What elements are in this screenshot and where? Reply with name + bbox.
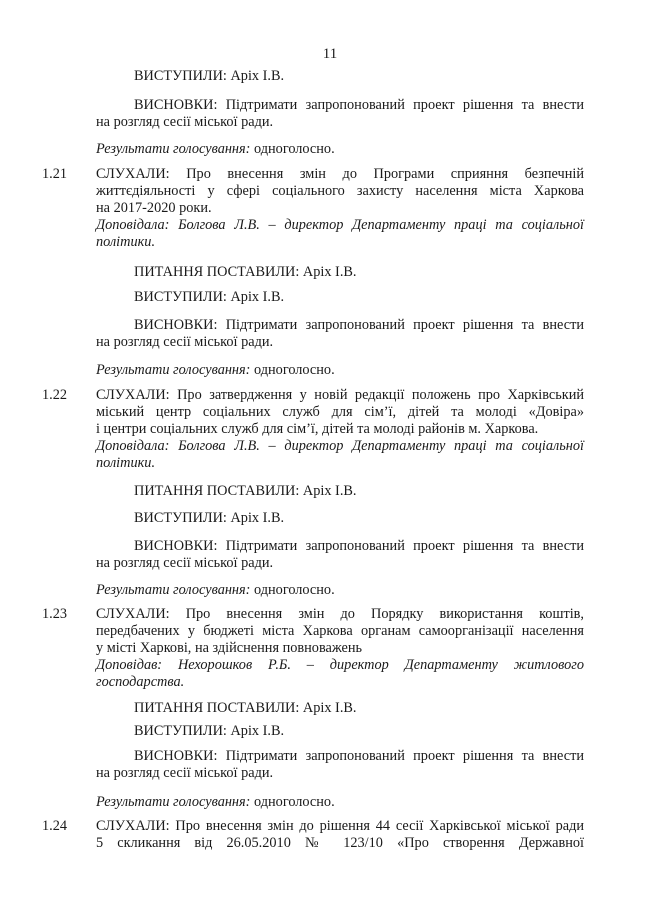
vote-result	[96, 582, 335, 599]
heard-line: 5 скликання від 26.05.2010 № 123/10 «Про створення Державної	[96, 835, 584, 851]
vote-result	[96, 141, 335, 158]
vote-value: одноголосно.	[250, 141, 335, 157]
heard-line: і центри соціальних служб для сім’ї, дітей та молоді районів м. Харкова.	[96, 421, 539, 437]
reporter-continuation: господарства.	[96, 674, 185, 690]
heard-line: СЛУХАЛИ: Про внесення змін до Програми сприяння безпечній	[96, 166, 584, 182]
conclusion-line: ВИСНОВКИ: Підтримати запропонований проект рішення та внести	[134, 317, 584, 333]
heard-line: у місті Харкові, на здійснення повноважень	[96, 640, 363, 656]
conclusion-continuation: на розгляд сесії міської ради.	[96, 555, 274, 571]
spoke-line: ВИСТУПИЛИ: Аріх І.В.	[134, 723, 285, 739]
page-number: 11	[322, 46, 338, 62]
item-number-1-23: 1.23	[42, 606, 68, 622]
heard-line: життєдіяльності у сфері соціального захисту населення міста Харкова	[96, 183, 584, 199]
spoke-line: ВИСТУПИЛИ: Аріх І.В.	[134, 510, 285, 526]
vote-label: Результати голосування:	[96, 794, 251, 810]
vote-value: одноголосно.	[250, 582, 335, 598]
item-number-1-21: 1.21	[42, 166, 68, 182]
heard-line: міський центр соціальних служб для сім’ї, дітей та молоді «Довіра»	[96, 404, 584, 420]
reporter-line: Доповідав: Нехорошков Р.Б. – директор Департаменту житлового	[96, 657, 584, 673]
conclusion-continuation: на розгляд сесії міської ради.	[96, 765, 274, 781]
reporter-continuation: політики.	[96, 234, 156, 250]
reporter-line: Доповідала: Болгова Л.В. – директор Департаменту праці та соціальної	[96, 438, 584, 454]
item-number-1-24: 1.24	[42, 818, 68, 834]
vote-label: Результати голосування:	[96, 141, 251, 157]
spoke-line: ВИСТУПИЛИ: Аріх І.В.	[134, 68, 285, 84]
conclusion-continuation: на розгляд сесії міської ради.	[96, 334, 274, 350]
vote-result	[96, 362, 335, 379]
vote-result	[96, 794, 335, 811]
questions-line: ПИТАННЯ ПОСТАВИЛИ: Аріх І.В.	[134, 700, 357, 716]
reporter-continuation: політики.	[96, 455, 156, 471]
conclusion-line: ВИСНОВКИ: Підтримати запропонований проект рішення та внести	[134, 97, 584, 113]
heard-line: передбачених у бюджеті міста Харкова органам самоорганізації населення	[96, 623, 584, 639]
item-number-1-22: 1.22	[42, 387, 68, 403]
vote-label: Результати голосування:	[96, 582, 251, 598]
conclusion-line: ВИСНОВКИ: Підтримати запропонований проект рішення та внести	[134, 748, 584, 764]
vote-label: Результати голосування:	[96, 362, 251, 378]
questions-line: ПИТАННЯ ПОСТАВИЛИ: Аріх І.В.	[134, 264, 357, 280]
heard-line: СЛУХАЛИ: Про внесення змін до рішення 44 сесії Харківської міської ради	[96, 818, 584, 834]
questions-line: ПИТАННЯ ПОСТАВИЛИ: Аріх І.В.	[134, 483, 357, 499]
conclusion-continuation: на розгляд сесії міської ради.	[96, 114, 274, 130]
vote-value: одноголосно.	[250, 362, 335, 378]
heard-line: на 2017-2020 роки.	[96, 200, 212, 216]
heard-line: СЛУХАЛИ: Про затвердження у новій редакції положень про Харківський	[96, 387, 584, 403]
heard-line: СЛУХАЛИ: Про внесення змін до Порядку використання коштів,	[96, 606, 584, 622]
spoke-line: ВИСТУПИЛИ: Аріх І.В.	[134, 289, 285, 305]
vote-value: одноголосно.	[250, 794, 335, 810]
reporter-line: Доповідала: Болгова Л.В. – директор Департаменту праці та соціальної	[96, 217, 584, 233]
conclusion-line: ВИСНОВКИ: Підтримати запропонований проект рішення та внести	[134, 538, 584, 554]
